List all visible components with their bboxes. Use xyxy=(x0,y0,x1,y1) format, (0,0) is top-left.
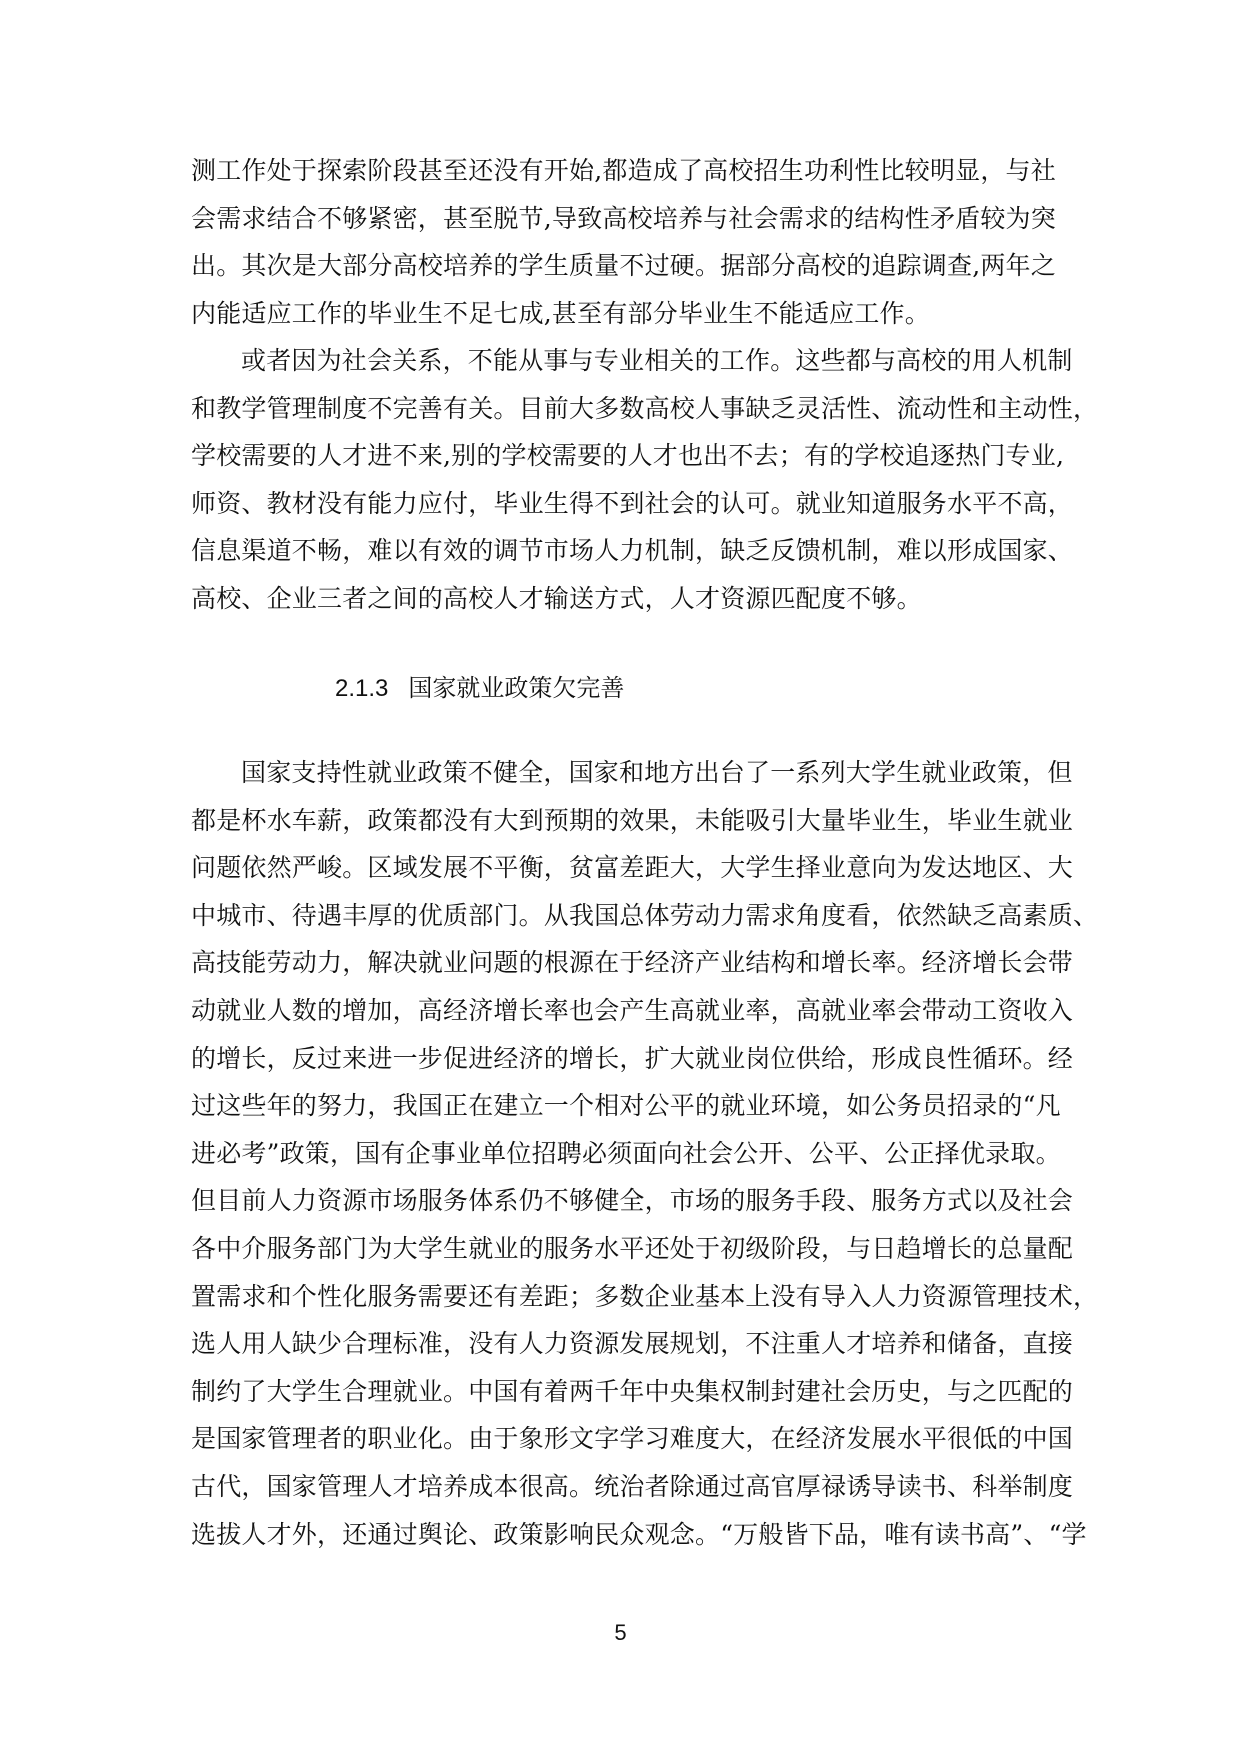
paragraph-1 xyxy=(191,147,1056,337)
paragraph-line: 出。其次是大部分高校培养的学生质量不过硬。据部分高校的追踪调查,两年之 xyxy=(191,251,1056,281)
paragraph-line: 制约了大学生合理就业。中国有着两千年中央集权制封建社会历史，与之匹配的 xyxy=(191,1376,1074,1406)
paragraph-line: 选人用人缺少合理标准，没有人力资源发展规划，不注重人才培养和储备，直接 xyxy=(191,1329,1074,1359)
paragraph-line: 都是杯水车薪，政策都没有大到预期的效果，未能吸引大量毕业生，毕业生就业 xyxy=(191,805,1074,835)
paragraph-line: 过这些年的努力，我国正在建立一个相对公平的就业环境，如公务员招录的“凡 xyxy=(191,1091,1061,1121)
paragraph-line: 会需求结合不够紧密，甚至脱节,导致高校培养与社会需求的结构性矛盾较为突 xyxy=(191,203,1056,233)
paragraph-line: 师资、教材没有能力应付，毕业生得不到社会的认可。就业知道服务水平不高， xyxy=(191,488,1074,518)
paragraph-line: 国家支持性就业政策不健全，国家和地方出台了一系列大学生就业政策，但 xyxy=(241,758,1073,787)
paragraph-line: 古代，国家管理人才培养成本很高。统治者除通过高官厚禄诱导读书、科举制度 xyxy=(191,1471,1074,1501)
paragraph-line: 高校、企业三者之间的高校人才输送方式，人才资源匹配度不够。 xyxy=(191,583,922,613)
paragraph-line: 是国家管理者的职业化。由于象形文字学习难度大，在经济发展水平很低的中国 xyxy=(191,1424,1074,1454)
page-number: 5 xyxy=(614,1620,627,1645)
paragraph-line: 和教学管理制度不完善有关。目前大多数高校人事缺乏灵活性、流动性和主动性， xyxy=(191,393,1099,423)
paragraph-line: 置需求和个性化服务需要还有差距；多数企业基本上没有导入人力资源管理技术， xyxy=(191,1281,1099,1311)
paragraph-line: 高技能劳动力，解决就业问题的根源在于经济产业结构和增长率。经济增长会带 xyxy=(191,948,1074,978)
paragraph-3 xyxy=(191,749,1099,1558)
paragraph-line: 各中介服务部门为大学生就业的服务水平还处于初级阶段，与日趋增长的总量配 xyxy=(191,1233,1074,1263)
paragraph-line: 问题依然严峻。区域发展不平衡，贫富差距大，大学生择业意向为发达地区、大 xyxy=(191,853,1074,883)
paragraph-line: 但目前人力资源市场服务体系仍不够健全，市场的服务手段、服务方式以及社会 xyxy=(191,1186,1074,1216)
paragraph-2 xyxy=(191,337,1099,623)
paragraph-line: 或者因为社会关系，不能从事与专业相关的工作。这些都与高校的用人机制 xyxy=(241,346,1073,375)
paragraph-line: 内能适应工作的毕业生不足七成,甚至有部分毕业生不能适应工作。 xyxy=(191,298,930,328)
section-heading xyxy=(335,668,624,708)
paragraph-line: 选拔人才外，还通过舆论、政策影响民众观念。“万般皆下品，唯有读书高”、“学 xyxy=(191,1519,1087,1549)
section-number: 2.1.3 xyxy=(335,675,389,702)
paragraph-line: 测工作处于探索阶段甚至还没有开始,都造成了高校招生功利性比较明显，与社 xyxy=(191,156,1056,185)
paragraph-line: 动就业人数的增加，高经济增长率也会产生高就业率，高就业率会带动工资收入 xyxy=(191,995,1074,1025)
paragraph-line: 的增长，反过来进一步促进经济的增长，扩大就业岗位供给，形成良性循环。经 xyxy=(191,1043,1074,1073)
paragraph-line: 进必考”政策，国有企事业单位招聘必须面向社会公开、公平、公正择优录取。 xyxy=(191,1138,1061,1168)
paragraph-line: 学校需要的人才进不来,别的学校需要的人才也出不去；有的学校追逐热门专业, xyxy=(191,441,1065,471)
paragraph-line: 中城市、待遇丰厚的优质部门。从我国总体劳动力需求角度看，依然缺乏高素质、 xyxy=(191,900,1099,930)
section-title: 国家就业政策欠完善 xyxy=(408,674,625,702)
paragraph-line: 信息渠道不畅，难以有效的调节市场人力机制，缺乏反馈机制，难以形成国家、 xyxy=(191,536,1074,566)
